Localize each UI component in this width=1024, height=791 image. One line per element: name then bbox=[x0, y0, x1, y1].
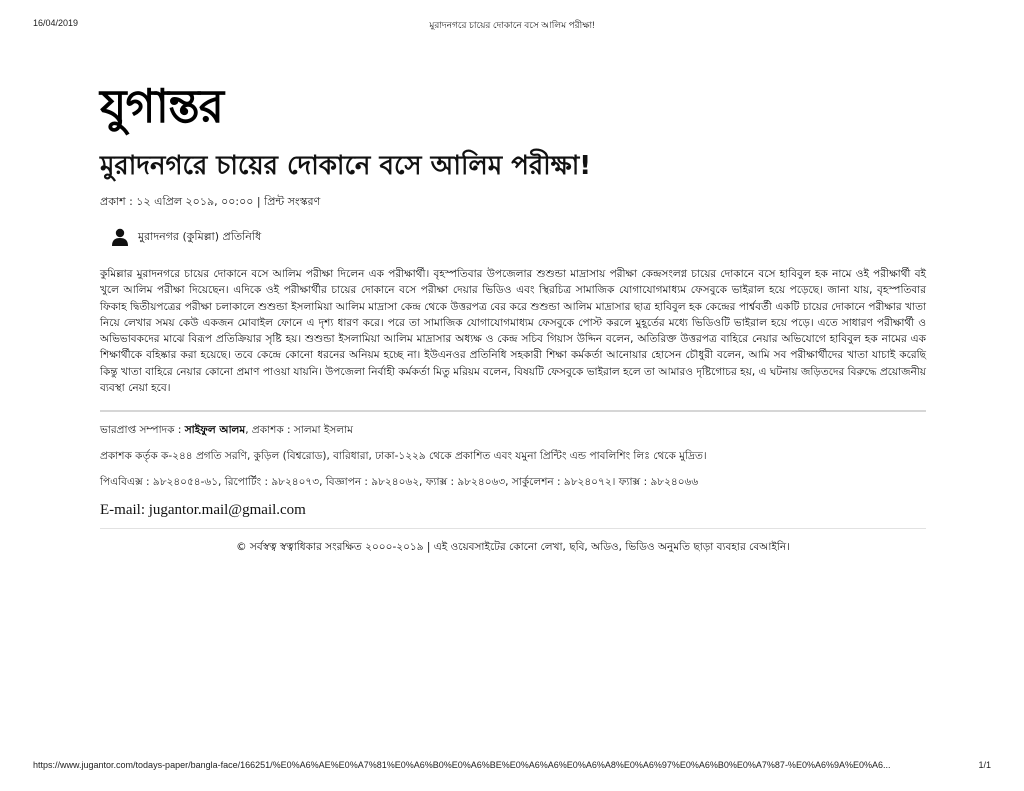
editor-name: সাইফুল আলম bbox=[184, 424, 246, 437]
byline-author: মুরাদনগর (কুমিল্লা) প্রতিনিধি bbox=[138, 230, 262, 243]
publisher-footer bbox=[100, 422, 926, 520]
copyright-divider bbox=[100, 528, 926, 529]
copyright-notice: © সর্বস্বত্ব স্বত্বাধিকার সংরক্ষিত ২০০০-২০১৯ | এই ওয়েবসাইটের কোনো লেখা, ছবি, অডিও, ভিডিও অনুমতি ছাড়া ব্যবহার বেআইনি। bbox=[236, 541, 790, 554]
publisher-address: প্রকাশক কর্তৃক ক-২৪৪ প্রগতি সরণি, কুড়িল (বিশ্বরোড), বারিধারা, ঢাকা-১২২৯ থেকে প্রকাশিত এবং যমুনা প্রিন্টিং এন্ড পাবলিশিং লিঃ থেকে মুদ্রিত। bbox=[100, 450, 707, 463]
article-headline: মুরাদনগরে চায়ের দোকানে বসে আলিম পরীক্ষা! bbox=[100, 151, 592, 181]
publisher-text: , প্রকাশক : সালমা ইসলাম bbox=[245, 424, 354, 437]
contact-numbers: পিএবিএক্স : ৯৮২৪০৫৪-৬১, রিপোর্টিং : ৯৮২৪০৭৩, বিজ্ঞাপন : ৯৮২৪০৬২, ফ্যাক্স : ৯৮২৪০৬৩, সার্কুলেশন : ৯৮২৪০৭২। ফ্যাক্স : ৯৮২৪০৬৬ bbox=[100, 476, 699, 489]
publish-meta: প্রকাশ : ১২ এপ্রিল ২০১৯, ০০:০০ | প্রিন্ট সংস্করণ bbox=[100, 195, 321, 208]
print-page-title: মুরাদনগরে চায়ের দোকানে বসে আলিম পরীক্ষা! bbox=[429, 20, 595, 30]
contact-email[interactable]: E-mail: jugantor.mail@gmail.com bbox=[100, 502, 306, 519]
print-page-number: 1/1 bbox=[978, 760, 991, 770]
jugantor-logo[interactable]: যুগান্তর bbox=[100, 79, 223, 133]
article-body: কুমিল্লার মুরাদনগরে চায়ের দোকানে বসে আলিম পরীক্ষা দিলেন এক পরীক্ষার্থী। বৃহস্পতিবার উপজেলার শুশুন্ডা মাদ্রাসায় পরীক্ষা কেন্দ্রসংলগ্ন চায়ের দোকানে বসে হাবিবুল হক নামে ওই পরীক্ষার্থী বই খুলে আলিম পরীক্ষা দিয়েছেন। এদিকে ওই পরীক্ষার্থীর চায়ের দোকানে বসে পরীক্ষা দেয়ার ভিডিও এবং স্থিরচিত্র সামাজিক যোগাযোগমাধ্যম ফেসবুকে ভাইরাল হয়ে পড়েছে। জানা যায়, বৃহস্পতিবার ফিকাহ দ্বিতীয়পত্রের পরীক্ষা চলাকালে শুশুন্ডা ইসলামিয়া আলিম মাদ্রাসা কেন্দ্র থেকে উত্তরপত্র বের করে শুশুন্ডা আলিম মাদ্রাসার ছাত্র হাবিবুল হক কেন্দ্রের পার্শ্ববর্তী একটি চায়ের দোকানে পরীক্ষার খাতা নিয়ে লেখার সময় কেউ একজন মোবাইল ফোনে এ দৃশ্য ধারণ করে। পরে তা সামাজিক যোগাযোগমাধ্যম ফেসবুকে পোস্ট করলে মুহূর্তের মধ্যে ভিডিওটি ভাইরাল হয়ে পড়ে। এতে সাধারণ পরীক্ষার্থী ও অভিভাবকদের মাঝে বিরূপ প্রতিক্রিয়ার সৃষ্টি হয়। শুশুন্ডা ইসলামিয়া আলিম মাদ্রাসার অধ্যক্ষ ও কেন্দ্র সচিব গিয়াস উদ্দিন বলেন, অতিরিক্ত উত্তরপত্র বাহিরে নেয়ার অভিযোগে হাবিবুল হক নামের এক শিক্ষার্থীকে বহিষ্কার করা হয়েছে। তবে কেন্দ্রে কোনো ধরনের অনিয়ম হচ্ছে না। ইউএনওর প্রতিনিধি সহকারী শিক্ষা কর্মকর্তা আনোয়ার হোসেন চৌধুরী বলেন, আমি সব পরীক্ষার্থীদের খাতা যাচাই করেছি কিন্তু খাতা বাহিরে নেয়ার কোনো প্রমাণ পাওয়া যায়নি। উপজেলা নির্বাহী কর্মকর্তা মিতু মরিয়ম বলেন, বিষয়টি ফেসবুকে ভাইরাল হলে তা আমারও দৃষ্টিগোচর হয়, এ ঘটনায় জড়িতদের বিরুদ্ধে প্রয়োজনীয় ব্যবস্থা নেয়া হবে। bbox=[100, 268, 926, 395]
article-page bbox=[100, 78, 926, 555]
byline bbox=[100, 228, 926, 246]
user-icon bbox=[110, 228, 130, 246]
footer-divider bbox=[100, 410, 926, 412]
editor-line bbox=[100, 422, 926, 438]
print-date: 16/04/2019 bbox=[33, 18, 79, 28]
editor-prefix: ভারপ্রাপ্ত সম্পাদক : bbox=[100, 424, 185, 437]
print-url: https://www.jugantor.com/todays-paper/bangla-face/166251/%E0%A6%AE%E0%A7%81%E0%A6%B0%E0%A6%BE%E0%A6%A6%E0%A6%A8%E0%A6%97%E0%A6%B0%E0%A7%87-%E0%A6%9A%E0%A6... bbox=[33, 760, 891, 770]
